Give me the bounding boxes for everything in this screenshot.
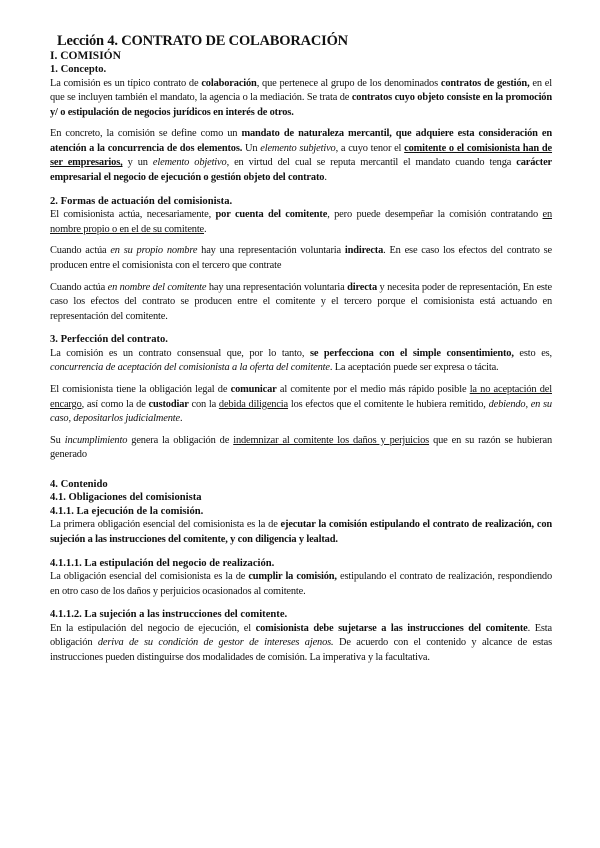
paragraph-concepto-1: La comisión es un típico contrato de colaboración, que pertenece al grupo de los denominados contratos de gestión, en el que se incluyen también el mandato, la agencia o la mediación. Se trata de contratos cuyo objeto consiste en la promoción y/ o estipulación de negocios jurídicos en interés de otros. [50,77,552,118]
heading-ejecucion: 4.1.1. La ejecución de la comisión. [50,505,204,517]
paragraph-perfeccion-2: El comisionista tiene la obligación legal de comunicar al comitente por el medio más rápido posible la no aceptación del encargo, así como la de custodiar con la debida diligencia los efectos que el comitente le hubiera remitido, debiendo, en su caso, depositarlos judicialmente. [50,384,552,425]
paragraph-ejecucion: La primera obligación esencial del comisionista es la de ejecutar la comisión estipulando el contrato de realización, con sujeción a las instrucciones del comitente, y con diligencia y lealtad. [50,519,552,546]
paragraph-sujecion: En la estipulación del negocio de ejecución, el comisionista debe sujetarse a las instrucciones del comitente. Esta obligación deriva de su condición de gestor de intereses ajenos. De acuerdo con el contenido y alcance de estas instrucciones pueden distinguirse dos modalidades de comisión. La imperativa y la facultativa. [50,622,552,664]
heading-concepto: 1. Concepto. [50,64,107,75]
heading-estipulacion: 4.1.1.1. La estipulación del negocio de realización. [50,557,275,569]
heading-contenido: 4. Contenido [50,478,108,490]
document-page [50,33,552,673]
heading-perfeccion: 3. Perfección del contrato. [50,334,168,346]
paragraph-concepto-2: En concreto, la comisión se define como un mandato de naturaleza mercantil, que adquiere esta consideración en atención a la concurrencia de dos elementos. Un elemento subjetivo, a cuyo tenor el comitente o el comisionista han de ser empresarios, y un elemento objetivo, en virtud del cual se reputa mercantil el mandato cuando tenga carácter empresarial el negocio de ejecución o gestión objeto del contrato. [50,128,553,184]
page-title: Lección 4. CONTRATO DE COLABORACIÓN [57,33,348,49]
heading-obligaciones: 4.1. Obligaciones del comisionista [50,492,202,504]
heading-formas-actuacion: 2. Formas de actuación del comisionista. [50,195,233,207]
paragraph-formas-1: El comisionista actúa, necesariamente, por cuenta del comitente, pero puede desempeñar la comisión contratando en nombre propio o en el de su comitente. [50,209,552,235]
paragraph-perfeccion-3: Su incumplimiento genera la obligación de indemnizar al comitente los daños y perjuicios que en su razón se hubieran generado [50,434,553,461]
paragraph-formas-2: Cuando actúa en su propio nombre hay una representación voluntaria indirecta. En ese caso los efectos del contrato se producen entre el comisionista con el tercero que contrate [50,245,552,271]
section-heading-comision: I. COMISIÓN [50,50,121,62]
heading-sujecion: 4.1.1.2. La sujeción a las instrucciones del comitente. [50,609,288,621]
paragraph-formas-3: Cuando actúa en nombre del comitente hay una representación voluntaria directa y necesita poder de representación, En este caso los efectos del contrato se producen entre el comitente y el tercero porque el comisionista está actuando en representación del comitente. [50,281,552,322]
paragraph-estipulacion: La obligación esencial del comisionista es la de cumplir la comisión, estipulando el contrato de realización, respondiendo en otro caso de los daños y perjuicios ocasionados al comitente. [50,571,552,597]
paragraph-perfeccion-1: La comisión es un contrato consensual que, por lo tanto, se perfecciona con el simple consentimiento, esto es, concurrencia de aceptación del comisionista a la oferta del comitente. La aceptación puede ser expresa o tácita. [50,347,552,374]
